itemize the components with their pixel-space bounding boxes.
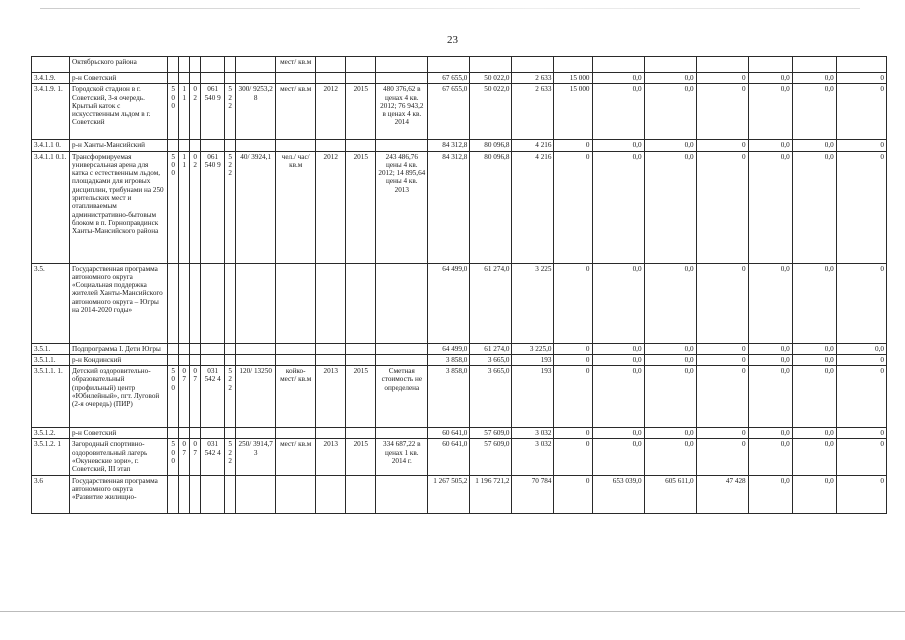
cell-v6 (644, 57, 696, 73)
cell-c4 (201, 263, 225, 343)
table-row-district (32, 73, 887, 84)
cell-code: 3.6 (32, 475, 70, 513)
cell-v1: 84 312,8 (428, 151, 470, 263)
cell-c4 (201, 343, 225, 354)
cell-c4 (201, 354, 225, 365)
cell-code: 3.4.1.1 0. (32, 140, 70, 151)
cell-name: р-н Советский (70, 428, 168, 439)
cell-ye (346, 140, 376, 151)
cell-cap (236, 73, 276, 84)
cell-v8 (748, 57, 792, 73)
cell-c4 (201, 140, 225, 151)
cell-v4: 0 (554, 428, 592, 439)
cell-v7: 0 (696, 439, 748, 475)
cell-v7: 0 (696, 73, 748, 84)
cell-v1 (428, 57, 470, 73)
cell-v9: 0,0 (792, 428, 836, 439)
cell-v6: 0,0 (644, 439, 696, 475)
cell-v6: 0,0 (644, 366, 696, 428)
cell-c1: 5 0 0 (168, 151, 179, 263)
cell-ye: 2015 (346, 151, 376, 263)
cell-v6: 605 611,0 (644, 475, 696, 513)
cell-est (376, 428, 428, 439)
cell-c5: 5 2 2 (225, 366, 236, 428)
cell-c2 (179, 140, 190, 151)
cell-cap: 40/ 3924,1 (236, 151, 276, 263)
cell-cap (236, 354, 276, 365)
cell-c3: 0 7 (190, 439, 201, 475)
cell-cap (236, 57, 276, 73)
cell-v7: 0 (696, 263, 748, 343)
cell-unit (276, 475, 316, 513)
cell-v4: 0 (554, 366, 592, 428)
cell-cap: 120/ 13250 (236, 366, 276, 428)
cell-c5 (225, 73, 236, 84)
cell-v2: 61 274,0 (470, 343, 512, 354)
cell-v10 (836, 57, 886, 73)
table-row-program (32, 263, 887, 343)
cell-c5 (225, 475, 236, 513)
cell-unit: койко-мест/ кв.м (276, 366, 316, 428)
cell-c3 (190, 428, 201, 439)
cell-v1: 64 499,0 (428, 263, 470, 343)
cell-v8: 0,0 (748, 84, 792, 140)
cell-ys (316, 428, 346, 439)
investment-table (31, 56, 887, 514)
cell-c1 (168, 428, 179, 439)
cell-unit: мест/ кв.м (276, 439, 316, 475)
cell-v8: 0,0 (748, 439, 792, 475)
cell-ye: 2015 (346, 439, 376, 475)
cell-v6: 0,0 (644, 151, 696, 263)
cell-c5 (225, 140, 236, 151)
cell-c1 (168, 73, 179, 84)
cell-ys (316, 343, 346, 354)
cell-v9: 0,0 (792, 84, 836, 140)
cell-est (376, 140, 428, 151)
cell-c2: 1 1 (179, 84, 190, 140)
cell-v5: 0,0 (592, 73, 644, 84)
cell-unit (276, 73, 316, 84)
cell-v3: 3 225 (512, 263, 554, 343)
cell-v5: 0,0 (592, 263, 644, 343)
cell-c2: 0 7 (179, 439, 190, 475)
cell-v2: 61 274,0 (470, 263, 512, 343)
cell-v6: 0,0 (644, 84, 696, 140)
cell-v4: 0 (554, 140, 592, 151)
cell-v10: 0 (836, 354, 886, 365)
cell-c2 (179, 475, 190, 513)
cell-v2: 57 609,0 (470, 439, 512, 475)
cell-v4: 0 (554, 439, 592, 475)
cell-name: Трансформируемая универсальная арена для катка с естественным льдом, площадками для игровых дисциплин, трибунами на 250 зрительских мест и отапливаемым административно-бытовым блоком в п. Горноправдинск Ханты-Мансийского района (70, 151, 168, 263)
cell-c4 (201, 73, 225, 84)
cell-c4: 031 542 4 (201, 439, 225, 475)
cell-c3 (190, 57, 201, 73)
cell-v5: 0,0 (592, 151, 644, 263)
cell-code: 3.5. (32, 263, 70, 343)
cell-v4: 15 000 (554, 84, 592, 140)
cell-ye (346, 57, 376, 73)
cell-unit: мест/ кв.м (276, 84, 316, 140)
cell-c2: 1 1 (179, 151, 190, 263)
cell-c3 (190, 354, 201, 365)
cell-v1: 3 858,0 (428, 354, 470, 365)
cell-c2: 0 7 (179, 366, 190, 428)
cell-code: 3.4.1.9. 1. (32, 84, 70, 140)
cell-est: Сметная стоимость не определена (376, 366, 428, 428)
cell-ye (346, 73, 376, 84)
cell-v8: 0,0 (748, 354, 792, 365)
cell-v6: 0,0 (644, 263, 696, 343)
cell-v8: 0,0 (748, 428, 792, 439)
cell-v6: 0,0 (644, 354, 696, 365)
cell-v7 (696, 57, 748, 73)
cell-ys (316, 57, 346, 73)
cell-v9: 0,0 (792, 263, 836, 343)
cell-v7: 47 428 (696, 475, 748, 513)
cell-c4 (201, 428, 225, 439)
cell-unit (276, 343, 316, 354)
bottom-scan-edge (0, 611, 905, 612)
cell-c4: 031 542 4 (201, 366, 225, 428)
cell-est (376, 343, 428, 354)
cell-c1: 5 0 0 (168, 366, 179, 428)
cell-v4: 0 (554, 263, 592, 343)
cell-v6: 0,0 (644, 428, 696, 439)
cell-c5 (225, 263, 236, 343)
cell-unit (276, 140, 316, 151)
cell-c5 (225, 428, 236, 439)
cell-name: р-н Ханты-Мансийский (70, 140, 168, 151)
cell-v8: 0,0 (748, 151, 792, 263)
cell-v5: 0,0 (592, 84, 644, 140)
cell-est (376, 475, 428, 513)
cell-cap (236, 263, 276, 343)
cell-v9 (792, 57, 836, 73)
cell-c1 (168, 263, 179, 343)
cell-cap: 250/ 3914,7 3 (236, 439, 276, 475)
top-scan-edge (40, 8, 860, 9)
cell-c1 (168, 343, 179, 354)
cell-v3 (512, 57, 554, 73)
cell-unit (276, 263, 316, 343)
cell-ys (316, 475, 346, 513)
cell-name: Государственная программа автономного округа «Социальная поддержка жителей Ханты-Мансийского автономного округа – Югры на 2014-2020 годы» (70, 263, 168, 343)
cell-unit: чел./ час/ кв.м (276, 151, 316, 263)
cell-ye (346, 263, 376, 343)
cell-v3: 4 216 (512, 151, 554, 263)
cell-code: 3.5.1. (32, 343, 70, 354)
cell-v1: 67 655,0 (428, 84, 470, 140)
cell-c3 (190, 343, 201, 354)
cell-v10: 0 (836, 475, 886, 513)
cell-ye (346, 354, 376, 365)
cell-unit: мест/ кв.м (276, 57, 316, 73)
cell-c5: 5 2 2 (225, 151, 236, 263)
cell-v2: 50 022,0 (470, 84, 512, 140)
cell-v5: 0,0 (592, 140, 644, 151)
cell-c3 (190, 140, 201, 151)
cell-ys: 2012 (316, 84, 346, 140)
cell-c3 (190, 475, 201, 513)
cell-v8: 0,0 (748, 263, 792, 343)
cell-ye (346, 428, 376, 439)
table-row-program (32, 475, 887, 513)
cell-c2 (179, 343, 190, 354)
cell-v7: 0 (696, 151, 748, 263)
cell-v3: 2 633 (512, 84, 554, 140)
table-row-cont (32, 57, 887, 73)
cell-cap (236, 343, 276, 354)
cell-v9: 0,0 (792, 140, 836, 151)
cell-ye (346, 343, 376, 354)
cell-v10: 0 (836, 439, 886, 475)
table-row-object (32, 84, 887, 140)
cell-name: Загородный спортивно-оздоровительный лагерь «Окуневские зори», г. Советский, III этап (70, 439, 168, 475)
cell-ys (316, 354, 346, 365)
cell-v2: 80 096,8 (470, 140, 512, 151)
cell-v1: 1 267 505,2 (428, 475, 470, 513)
cell-v9: 0,0 (792, 354, 836, 365)
cell-v2: 3 665,0 (470, 366, 512, 428)
table-row-district (32, 140, 887, 151)
cell-v3: 3 032 (512, 439, 554, 475)
cell-c4: 061 540 9 (201, 151, 225, 263)
cell-v10: 0 (836, 428, 886, 439)
cell-name: Городской стадион в г. Советский, 3-я очередь. Крытый каток с искусственным льдом в г. Советский (70, 84, 168, 140)
cell-code: 3.5.1.1. (32, 354, 70, 365)
cell-v8: 0,0 (748, 343, 792, 354)
cell-c2 (179, 263, 190, 343)
cell-c3: 0 7 (190, 366, 201, 428)
cell-ys: 2013 (316, 439, 346, 475)
cell-v8: 0,0 (748, 475, 792, 513)
cell-name: Подпрограмма I. Дети Югры (70, 343, 168, 354)
cell-cap (236, 475, 276, 513)
cell-unit (276, 354, 316, 365)
cell-c4 (201, 475, 225, 513)
cell-ys: 2012 (316, 151, 346, 263)
cell-est: 334 687,22 в ценах 1 кв. 2014 г. (376, 439, 428, 475)
cell-unit (276, 428, 316, 439)
cell-v9: 0,0 (792, 151, 836, 263)
cell-c1: 5 0 0 (168, 439, 179, 475)
cell-v3: 193 (512, 354, 554, 365)
cell-v10: 0 (836, 151, 886, 263)
cell-v1: 64 499,0 (428, 343, 470, 354)
cell-ye (346, 475, 376, 513)
cell-v9: 0,0 (792, 343, 836, 354)
cell-est: 480 376,62 в ценах 4 кв. 2012; 76 943,2 в ценах 4 кв. 2014 (376, 84, 428, 140)
cell-name: Государственная программа автономного округа «Развитие жилищно- (70, 475, 168, 513)
cell-ys (316, 73, 346, 84)
cell-c4: 061 540 9 (201, 84, 225, 140)
cell-v7: 0 (696, 84, 748, 140)
cell-code: 3.5.1.2. (32, 428, 70, 439)
cell-c5 (225, 57, 236, 73)
cell-c2 (179, 57, 190, 73)
cell-v5: 0,0 (592, 354, 644, 365)
cell-ys: 2013 (316, 366, 346, 428)
cell-v3: 4 216 (512, 140, 554, 151)
cell-c3: 0 2 (190, 84, 201, 140)
cell-c2 (179, 354, 190, 365)
cell-v4: 0 (554, 343, 592, 354)
cell-est (376, 73, 428, 84)
cell-v2: 1 196 721,2 (470, 475, 512, 513)
table-row-object (32, 366, 887, 428)
cell-code: 3.5.1.1. 1. (32, 366, 70, 428)
cell-c5 (225, 354, 236, 365)
cell-ys (316, 263, 346, 343)
cell-v9: 0,0 (792, 73, 836, 84)
cell-v1: 67 655,0 (428, 73, 470, 84)
cell-v5: 0,0 (592, 439, 644, 475)
table-row-object (32, 439, 887, 475)
cell-v4 (554, 57, 592, 73)
cell-name: Октябрьского района (70, 57, 168, 73)
cell-est (376, 57, 428, 73)
cell-ye: 2015 (346, 366, 376, 428)
cell-c2 (179, 428, 190, 439)
cell-v6: 0,0 (644, 343, 696, 354)
cell-c3 (190, 73, 201, 84)
cell-code: 3.4.1.1 0.1. (32, 151, 70, 263)
table-row-district (32, 343, 887, 354)
cell-v7: 0 (696, 343, 748, 354)
cell-v8: 0,0 (748, 73, 792, 84)
cell-c1 (168, 57, 179, 73)
cell-v7: 0 (696, 366, 748, 428)
cell-v1: 3 858,0 (428, 366, 470, 428)
cell-v10: 0 (836, 140, 886, 151)
cell-v10: 0 (836, 84, 886, 140)
cell-ye: 2015 (346, 84, 376, 140)
cell-c5: 5 2 2 (225, 84, 236, 140)
cell-v1: 84 312,8 (428, 140, 470, 151)
cell-c1 (168, 475, 179, 513)
cell-v7: 0 (696, 354, 748, 365)
cell-c1 (168, 140, 179, 151)
page-number: 23 (447, 34, 458, 46)
cell-c1: 5 0 0 (168, 84, 179, 140)
cell-v3: 3 032 (512, 428, 554, 439)
cell-v2: 3 665,0 (470, 354, 512, 365)
cell-v2: 57 609,0 (470, 428, 512, 439)
cell-c2 (179, 73, 190, 84)
cell-name: р-н Советский (70, 73, 168, 84)
cell-v7: 0 (696, 428, 748, 439)
cell-v9: 0,0 (792, 366, 836, 428)
cell-v3: 2 633 (512, 73, 554, 84)
cell-est (376, 263, 428, 343)
cell-ys (316, 140, 346, 151)
cell-v6: 0,0 (644, 73, 696, 84)
cell-v5: 0,0 (592, 343, 644, 354)
cell-v10: 0 (836, 263, 886, 343)
cell-v1: 60 641,0 (428, 439, 470, 475)
cell-v10: 0,0 (836, 343, 886, 354)
cell-v4: 0 (554, 151, 592, 263)
cell-est: 243 486,76 цены 4 кв. 2012; 14 895,64 цены 4 кв. 2013 (376, 151, 428, 263)
cell-v5: 0,0 (592, 366, 644, 428)
cell-v4: 0 (554, 354, 592, 365)
cell-v5: 653 039,0 (592, 475, 644, 513)
cell-code (32, 57, 70, 73)
cell-v8: 0,0 (748, 140, 792, 151)
cell-c5 (225, 343, 236, 354)
cell-code: 3.5.1.2. 1 (32, 439, 70, 475)
table-row-object (32, 151, 887, 263)
cell-cap: 300/ 9253,2 8 (236, 84, 276, 140)
cell-v4: 15 000 (554, 73, 592, 84)
cell-c5: 5 2 2 (225, 439, 236, 475)
cell-v9: 0,0 (792, 475, 836, 513)
cell-c3 (190, 263, 201, 343)
cell-v2 (470, 57, 512, 73)
cell-code: 3.4.1.9. (32, 73, 70, 84)
cell-v3: 193 (512, 366, 554, 428)
cell-v10: 0 (836, 366, 886, 428)
cell-v8: 0,0 (748, 366, 792, 428)
cell-v1: 60 641,0 (428, 428, 470, 439)
cell-cap (236, 140, 276, 151)
cell-v9: 0,0 (792, 439, 836, 475)
cell-name: р-н Кондинский (70, 354, 168, 365)
cell-v5: 0,0 (592, 428, 644, 439)
cell-c4 (201, 57, 225, 73)
cell-v5 (592, 57, 644, 73)
cell-c3: 0 2 (190, 151, 201, 263)
cell-v4: 0 (554, 475, 592, 513)
cell-v2: 80 096,8 (470, 151, 512, 263)
cell-v2: 50 022,0 (470, 73, 512, 84)
cell-v7: 0 (696, 140, 748, 151)
cell-v6: 0,0 (644, 140, 696, 151)
cell-cap (236, 428, 276, 439)
cell-est (376, 354, 428, 365)
cell-v3: 70 784 (512, 475, 554, 513)
cell-v3: 3 225,0 (512, 343, 554, 354)
cell-name: Детский оздоровительно-образовательный (профильный) центр «Юбилейный», пгт. Луговой (2-я очередь) (ПИР) (70, 366, 168, 428)
cell-c1 (168, 354, 179, 365)
table-row-district (32, 354, 887, 365)
table-row-district (32, 428, 887, 439)
cell-v10: 0 (836, 73, 886, 84)
